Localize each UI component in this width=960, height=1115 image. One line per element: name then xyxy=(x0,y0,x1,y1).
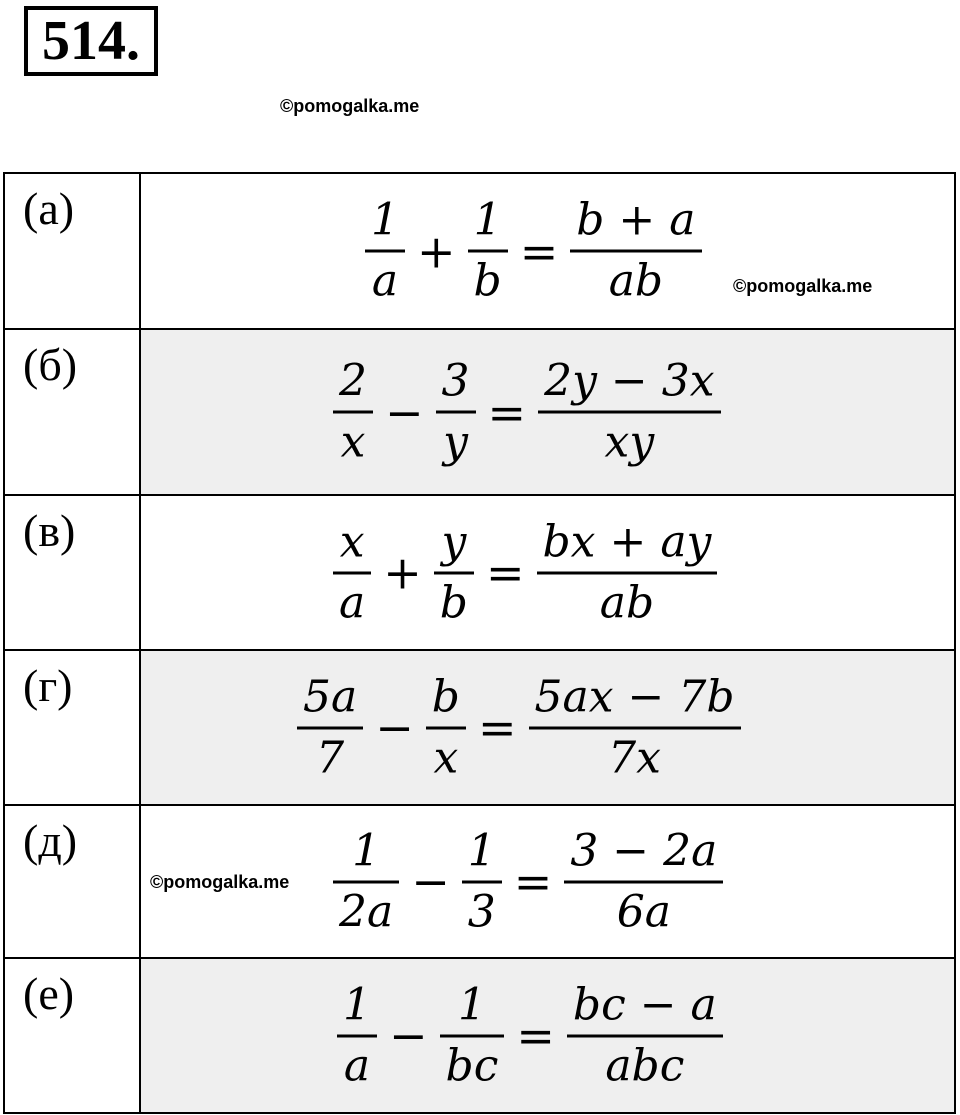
numerator: 2 xyxy=(339,355,367,407)
formula-cell-b xyxy=(141,330,954,494)
watermark-top: ©pomogalka.me xyxy=(280,96,420,116)
formula-b xyxy=(329,353,725,472)
formula-f xyxy=(333,976,727,1095)
denominator: x xyxy=(433,732,459,783)
denominator: 7 xyxy=(316,732,345,783)
fraction xyxy=(434,513,474,632)
problem-number: 514. xyxy=(24,6,158,76)
row-label-b: (б) xyxy=(5,330,141,494)
denominator: x xyxy=(340,416,366,468)
equals-sign: = xyxy=(513,854,553,909)
table-row-c xyxy=(5,494,954,649)
formula-cell-a xyxy=(141,174,954,328)
equations-table xyxy=(3,172,956,1114)
fraction xyxy=(529,668,741,787)
fraction xyxy=(337,976,377,1095)
row-label-f: (е) xyxy=(5,959,141,1112)
equals-sign: = xyxy=(519,224,559,278)
numerator: bc − a xyxy=(572,979,717,1030)
minus-sign: − xyxy=(385,385,424,439)
fraction xyxy=(462,822,502,941)
numerator: b + a xyxy=(576,194,696,246)
numerator: x xyxy=(339,516,365,567)
equals-sign: = xyxy=(487,385,527,439)
numerator: 5a xyxy=(303,671,358,722)
numerator: bx + ay xyxy=(542,516,712,567)
denominator: 3 xyxy=(467,886,496,937)
denominator: b xyxy=(439,577,468,628)
numerator: 3 xyxy=(441,355,470,407)
row-label-d: (г) xyxy=(5,651,141,804)
fraction xyxy=(567,976,723,1095)
denominator: b xyxy=(473,255,502,307)
numerator: 1 xyxy=(457,979,486,1030)
fraction xyxy=(564,822,723,941)
denominator: abc xyxy=(605,1040,685,1091)
denominator: bc xyxy=(445,1040,499,1091)
numerator: 1 xyxy=(473,194,502,246)
numerator: b xyxy=(431,671,460,722)
denominator: a xyxy=(371,255,399,307)
formula-c xyxy=(329,513,721,632)
fraction xyxy=(537,513,718,632)
row-label-e: (д) xyxy=(5,806,141,957)
numerator: 3 − 2a xyxy=(570,825,718,876)
numerator: 1 xyxy=(343,979,371,1030)
fraction xyxy=(570,192,701,311)
formula-d xyxy=(293,668,745,787)
minus-sign: − xyxy=(375,700,414,755)
minus-sign: − xyxy=(411,854,450,909)
denominator: 2a xyxy=(339,886,394,937)
numerator: 5ax − 7b xyxy=(534,671,735,722)
equals-sign: = xyxy=(485,545,525,600)
table-row-b xyxy=(5,328,954,494)
denominator: a xyxy=(343,1040,371,1091)
fraction xyxy=(468,192,508,311)
denominator: 7x xyxy=(608,732,661,783)
fraction xyxy=(333,353,373,472)
equals-sign: = xyxy=(477,700,517,755)
fraction xyxy=(440,976,505,1095)
denominator: ab xyxy=(608,255,664,307)
fraction xyxy=(538,353,721,472)
row-label-c: (в) xyxy=(5,496,141,649)
fraction xyxy=(426,668,466,787)
formula-cell-d xyxy=(141,651,954,804)
formula-cell-f xyxy=(141,959,954,1112)
row-label-a: (а) xyxy=(5,174,141,328)
fraction xyxy=(365,192,405,311)
fraction xyxy=(297,668,363,787)
table-row-f xyxy=(5,957,954,1112)
watermark-row-d: ©pomogalka.me xyxy=(150,872,290,892)
fraction xyxy=(436,353,476,472)
numerator: 1 xyxy=(352,825,381,876)
numerator: y xyxy=(441,516,467,567)
watermark-row-a: ©pomogalka.me xyxy=(733,276,873,296)
table-row-e xyxy=(5,804,954,957)
formula-a xyxy=(361,192,706,311)
denominator: 6a xyxy=(616,886,671,937)
fraction xyxy=(333,822,399,941)
formula-e xyxy=(329,822,727,941)
table-row-d xyxy=(5,649,954,804)
fraction xyxy=(333,513,371,632)
numerator: 1 xyxy=(371,194,399,246)
equals-sign: = xyxy=(516,1008,555,1063)
plus-sign: + xyxy=(417,224,456,278)
plus-sign: + xyxy=(383,545,422,600)
formula-cell-c xyxy=(141,496,954,649)
table-row-a xyxy=(5,174,954,328)
numerator: 1 xyxy=(467,825,496,876)
denominator: ab xyxy=(599,577,655,628)
denominator: y xyxy=(443,416,468,468)
minus-sign: − xyxy=(389,1008,428,1063)
denominator: xy xyxy=(604,416,655,468)
numerator: 2y − 3x xyxy=(544,355,715,407)
denominator: a xyxy=(339,577,366,628)
